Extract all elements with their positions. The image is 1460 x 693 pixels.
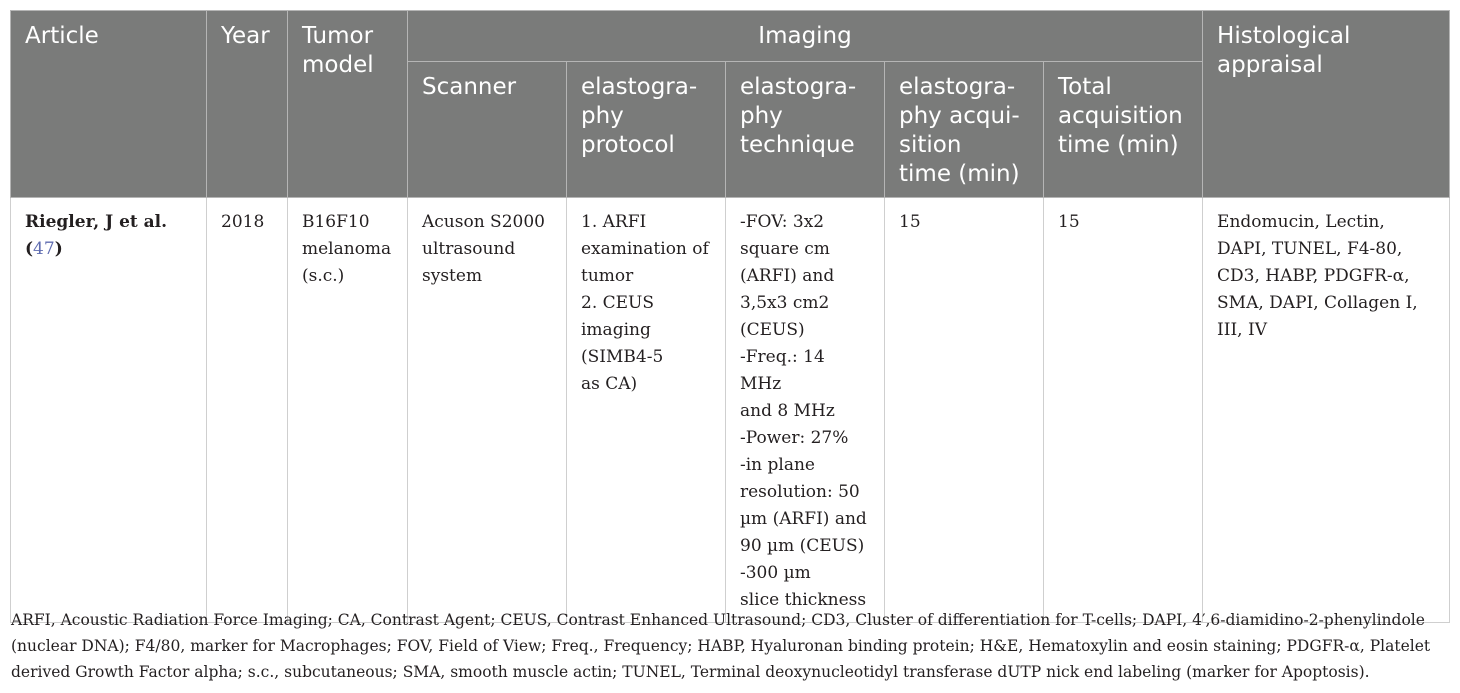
ref-close-paren: ) (54, 239, 63, 259)
cell-elastography-technique: -FOV: 3x2 square cm (ARFI) and 3,5x3 cm2 (CEUS) -Freq.: 14 MHz and 8 MHz -Power: 27% -in plane resolution: 50 µm (ARFI) and 90 µm (CEUS) -300 µm slice thickness (726, 198, 885, 623)
header-tumor-model: Tumor model (288, 11, 408, 198)
header-elastography-protocol: elastogra- phy protocol (567, 62, 726, 198)
cell-total-acquisition-time: 15 (1044, 198, 1203, 623)
table-row (11, 198, 1450, 623)
table-header (11, 11, 1450, 198)
table-body (11, 198, 1450, 623)
cell-article (11, 198, 207, 623)
cell-scanner: Acuson S2000 ultrasound system (408, 198, 567, 623)
header-histological-appraisal: Histological appraisal (1203, 11, 1450, 198)
cell-histological-appraisal: Endomucin, Lectin, DAPI, TUNEL, F4-80, CD3, HABP, PDGFR-α, SMA, DAPI, Collagen I, III, IV (1203, 198, 1450, 623)
header-elastography-technique: elastogra- phy technique (726, 62, 885, 198)
cell-elastography-protocol: 1. ARFI examination of tumor 2. CEUS imaging (SIMB4-5 as CA) (567, 198, 726, 623)
ref-open-paren: ( (25, 239, 34, 259)
header-total-acquisition-time: Total acquisition time (min) (1044, 62, 1203, 198)
table-footnote: ARFI, Acoustic Radiation Force Imaging; CA, Contrast Agent; CEUS, Contrast Enhanced Ultrasound; CD3, Cluster of differentiation for T-cells; DAPI, 4′,6-diamidino-2-phenylindole (nuclear DNA); F4/80, marker for Macrophages; FOV, Field of View; Freq., Frequency; HABP, Hyaluronan binding protein; H&E, Hematoxylin and eosin staining; PDGFR-α, Platelet derived Growth Factor alpha; s.c., subcutaneous; SMA, smooth muscle actin; TUNEL, Terminal deoxynucleotidyl transferase dUTP nick end labeling (marker for Apoptosis). (11, 611, 1431, 681)
header-row-top (11, 11, 1450, 62)
study-table (10, 10, 1450, 623)
header-elastography-acquisition-time: elastogra- phy acqui- sition time (min) (885, 62, 1044, 198)
header-article: Article (11, 11, 207, 198)
cell-acquisition-time: 15 (885, 198, 1044, 623)
cell-tumor-model: B16F10 melanoma (s.c.) (288, 198, 408, 623)
article-authors: Riegler, J et al. (25, 212, 168, 232)
reference-link[interactable]: 47 (33, 239, 55, 259)
study-table-container (10, 10, 1449, 623)
cell-year: 2018 (207, 198, 288, 623)
header-year: Year (207, 11, 288, 198)
header-scanner: Scanner (408, 62, 567, 198)
header-imaging-group: Imaging (408, 11, 1203, 62)
